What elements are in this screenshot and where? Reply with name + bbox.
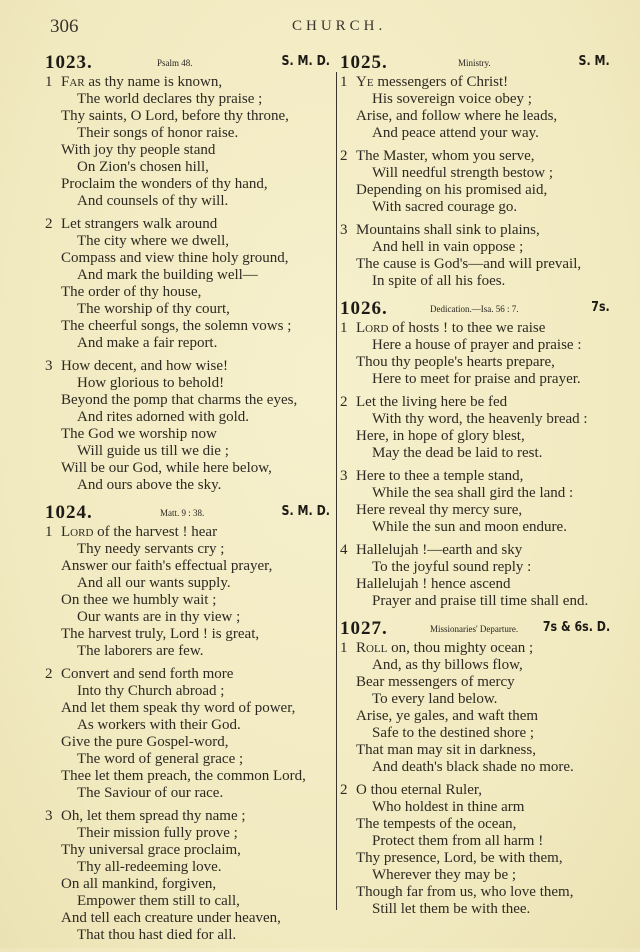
verse-text: Answer our faith's effectual prayer, (61, 558, 273, 574)
verse-line (340, 674, 610, 691)
verse-line (45, 267, 330, 284)
verse-text: Thy presence, Lord, be with them, (356, 850, 563, 866)
verse-line (340, 273, 610, 290)
verse-line (45, 859, 330, 876)
stanza (340, 148, 610, 216)
verse-text: Here to thee a temple stand, (356, 468, 524, 484)
verse-line (340, 108, 610, 125)
right-column (340, 52, 610, 926)
verse-line (45, 575, 330, 592)
verse-line (45, 250, 330, 267)
hymn-header (340, 52, 610, 74)
verse-text: His sovereign voice obey ; (372, 91, 532, 107)
verse-line (340, 337, 610, 354)
verse-text: The cause is God's—and will prevail, (356, 256, 582, 272)
verse-line (340, 468, 610, 485)
verse-text: messengers of Christ! (373, 74, 509, 90)
stanzas (340, 74, 610, 290)
verse-line (340, 799, 610, 816)
verse-line (45, 284, 330, 301)
hymn-meter: S. M. (578, 54, 610, 69)
page-header (0, 14, 640, 38)
verse-line (340, 725, 610, 742)
verse-line (45, 808, 330, 825)
verse-text: As workers with their God. (77, 717, 241, 733)
verse-line (45, 176, 330, 193)
verse-line (340, 519, 610, 536)
hymn (45, 52, 330, 494)
verse-line (340, 371, 610, 388)
verse-text: And all our wants supply. (77, 575, 231, 591)
hymn-meter: 7s & 6s. D. (542, 620, 610, 635)
verse-text: Their mission fully prove ; (77, 825, 238, 841)
verse-line (340, 640, 610, 657)
verse-line (45, 683, 330, 700)
verse-text: Thee let them preach, the common Lord, (61, 768, 306, 784)
verse-line (340, 691, 610, 708)
stanza (45, 808, 330, 944)
verse-line (340, 428, 610, 445)
stanza-number: 3 (340, 222, 348, 238)
verse-line (340, 354, 610, 371)
hymn-topic: Ministry. (458, 58, 491, 68)
running-head: CHURCH. (292, 18, 387, 34)
verse-text: The harvest truly, Lord ! is great, (61, 626, 260, 642)
verse-line (340, 199, 610, 216)
first-word-small-caps: Lord (61, 524, 94, 540)
verse-text: as thy name is known, (84, 74, 223, 90)
verse-line (340, 445, 610, 462)
page-number: 306 (50, 16, 79, 37)
verse-text: Though far from us, who love them, (356, 884, 574, 900)
verse-line (45, 700, 330, 717)
verse-text: The Saviour of our race. (77, 785, 224, 801)
verse-line (45, 159, 330, 176)
verse-text: Arise, and follow where he leads, (356, 108, 558, 124)
hymn (340, 298, 610, 610)
verse-line (45, 524, 330, 541)
hymn-topic: Psalm 48. (157, 58, 193, 68)
verse-text: Our wants are in thy view ; (77, 609, 241, 625)
verse-text: Oh, let them spread thy name ; (61, 808, 246, 824)
verse-text: Compass and view thine holy ground, (61, 250, 289, 266)
verse-line (45, 558, 330, 575)
first-word-small-caps: Ye (356, 74, 374, 90)
verse-text: While the sea shall gird the land : (372, 485, 574, 501)
verse-text: Let strangers walk around (61, 216, 218, 232)
verse-text: On Zion's chosen hill, (77, 159, 209, 175)
first-word-small-caps: Roll (356, 640, 388, 656)
verse-text: Let the living here be fed (356, 394, 508, 410)
verse-text: And mark the building well— (77, 267, 258, 283)
verse-line (340, 502, 610, 519)
hymn-header (45, 502, 330, 524)
hymn-meter: S. M. D. (281, 54, 330, 69)
verse-line (340, 394, 610, 411)
verse-line (45, 301, 330, 318)
verse-line (340, 884, 610, 901)
verse-line (340, 239, 610, 256)
verse-text: of hosts ! to thee we raise (388, 320, 546, 336)
stanza (340, 782, 610, 918)
verse-line (340, 125, 610, 142)
verse-line (340, 742, 610, 759)
verse-text: Depending on his promised aid, (356, 182, 548, 198)
stanza (45, 524, 330, 660)
verse-line (45, 768, 330, 785)
verse-text: Thy universal grace proclaim, (61, 842, 241, 858)
verse-line (340, 91, 610, 108)
stanza-number: 2 (45, 216, 53, 232)
verse-line (45, 335, 330, 352)
verse-text: With thy word, the heavenly bread : (372, 411, 588, 427)
verse-text: Thou thy people's hearts prepare, (356, 354, 555, 370)
left-column (45, 52, 330, 952)
verse-text: Thy saints, O Lord, before thy throne, (61, 108, 289, 124)
stanza (45, 216, 330, 352)
verse-text: Proclaim the wonders of thy hand, (61, 176, 268, 192)
verse-text: And make a fair report. (77, 335, 218, 351)
verse-text: Beyond the pomp that charms the eyes, (61, 392, 298, 408)
verse-text: On all mankind, forgiven, (61, 876, 217, 892)
verse-text: While the sun and moon endure. (372, 519, 567, 535)
stanza (45, 74, 330, 210)
stanzas (45, 74, 330, 494)
stanza (340, 468, 610, 536)
verse-text: Into thy Church abroad ; (77, 683, 225, 699)
verse-line (45, 626, 330, 643)
stanzas (340, 640, 610, 918)
verse-text: Thy needy servants cry ; (77, 541, 225, 557)
verse-text: To the joyful sound reply : (372, 559, 532, 575)
column-divider (336, 72, 337, 910)
verse-line (45, 541, 330, 558)
hymn-number: 1023. (45, 52, 93, 73)
verse-text: The Master, whom you serve, (356, 148, 535, 164)
verse-line (45, 392, 330, 409)
verse-text: Mountains shall sink to plains, (356, 222, 540, 238)
stanza (340, 320, 610, 388)
verse-text: And peace attend your way. (372, 125, 539, 141)
verse-line (340, 657, 610, 674)
verse-line (45, 825, 330, 842)
stanza (340, 222, 610, 290)
hymn (45, 502, 330, 944)
verse-line (45, 358, 330, 375)
verse-text: And ours above the sky. (77, 477, 222, 493)
hymn-number: 1025. (340, 52, 388, 73)
verse-text: And, as thy billows flow, (372, 657, 523, 673)
verse-text: On thee we humbly wait ; (61, 592, 217, 608)
verse-line (45, 910, 330, 927)
verse-line (340, 576, 610, 593)
verse-line (340, 782, 610, 799)
verse-line (45, 233, 330, 250)
verse-line (45, 751, 330, 768)
verse-text: O thou eternal Ruler, (356, 782, 483, 798)
stanza (340, 640, 610, 776)
verse-text: Will needful strength bestow ; (372, 165, 554, 181)
stanza-number: 3 (45, 358, 53, 374)
hymn-meter: 7s. (591, 300, 610, 315)
verse-text: That man may sit in darkness, (356, 742, 536, 758)
stanza-number: 4 (340, 542, 348, 558)
verse-line (45, 717, 330, 734)
verse-text: The laborers are few. (77, 643, 204, 659)
verse-line (45, 643, 330, 660)
hymn (340, 52, 610, 290)
stanza (45, 666, 330, 802)
verse-line (340, 867, 610, 884)
verse-text: Here, in hope of glory blest, (356, 428, 525, 444)
verse-line (340, 222, 610, 239)
verse-line (340, 148, 610, 165)
verse-line (340, 485, 610, 502)
stanza-number: 2 (340, 394, 348, 410)
verse-text: How decent, and how wise! (61, 358, 229, 374)
verse-text: Here reveal thy mercy sure, (356, 502, 523, 518)
verse-text: And let them speak thy word of power, (61, 700, 296, 716)
verse-text: Thy all-redeeming love. (77, 859, 222, 875)
verse-text: of the harvest ! hear (93, 524, 218, 540)
verse-line (45, 876, 330, 893)
verse-text: Give the pure Gospel-word, (61, 734, 229, 750)
verse-line (45, 125, 330, 142)
stanza (340, 394, 610, 462)
verse-line (45, 74, 330, 91)
verse-line (340, 833, 610, 850)
verse-line (45, 842, 330, 859)
verse-line (45, 216, 330, 233)
stanzas (45, 524, 330, 944)
verse-text: The cheerful songs, the solemn vows ; (61, 318, 292, 334)
verse-line (45, 318, 330, 335)
first-word-small-caps: Far (61, 74, 85, 90)
verse-line (45, 91, 330, 108)
verse-line (340, 850, 610, 867)
verse-text: To every land below. (372, 691, 498, 707)
verse-text: Protect them from all harm ! (372, 833, 544, 849)
verse-text: Hallelujah ! hence ascend (356, 576, 511, 592)
verse-line (340, 759, 610, 776)
hymn-number: 1026. (340, 298, 388, 319)
verse-text: May the dead be laid to rest. (372, 445, 543, 461)
stanza (340, 542, 610, 610)
verse-text: Still let them be with thee. (372, 901, 531, 917)
stanza-number: 2 (340, 782, 348, 798)
stanza-number: 1 (340, 74, 348, 90)
stanza-number: 1 (340, 640, 348, 656)
verse-text: That thou hast died for all. (77, 927, 237, 943)
verse-text: In spite of all his foes. (372, 273, 506, 289)
verse-line (45, 893, 330, 910)
stanzas (340, 320, 610, 610)
verse-text: The world declares thy praise ; (77, 91, 263, 107)
verse-line (340, 593, 610, 610)
verse-line (340, 182, 610, 199)
verse-line (45, 785, 330, 802)
verse-line (45, 409, 330, 426)
hymn-number: 1027. (340, 618, 388, 639)
verse-line (45, 108, 330, 125)
verse-line (45, 609, 330, 626)
verse-text: on, thou mighty ocean ; (387, 640, 534, 656)
verse-line (45, 460, 330, 477)
stanza-number: 1 (45, 524, 53, 540)
verse-text: How glorious to behold! (77, 375, 225, 391)
verse-text: Who holdest in thine arm (372, 799, 525, 815)
verse-line (45, 734, 330, 751)
verse-text: The worship of thy court, (77, 301, 230, 317)
verse-text: And counsels of thy will. (77, 193, 229, 209)
stanza-number: 2 (340, 148, 348, 164)
verse-text: Prayer and praise till time shall end. (372, 593, 589, 609)
verse-text: The city where we dwell, (77, 233, 230, 249)
verse-text: Will be our God, while here below, (61, 460, 272, 476)
verse-text: With joy thy people stand (61, 142, 216, 158)
verse-text: Their songs of honor raise. (77, 125, 239, 141)
verse-line (340, 816, 610, 833)
verse-line (45, 142, 330, 159)
verse-line (340, 320, 610, 337)
verse-text: Here to meet for praise and prayer. (372, 371, 581, 387)
hymn-topic: Missionaries' Departure. (430, 624, 519, 634)
verse-text: Bear messengers of mercy (356, 674, 515, 690)
hymn-topic: Dedication.—Isa. 56 : 7. (430, 304, 519, 314)
verse-text: Will guide us till we die ; (77, 443, 229, 459)
verse-text: And hell in vain oppose ; (372, 239, 524, 255)
verse-text: Convert and send forth more (61, 666, 234, 682)
stanza-number: 3 (340, 468, 348, 484)
verse-text: And rites adorned with gold. (77, 409, 250, 425)
verse-text: The word of general grace ; (77, 751, 244, 767)
verse-line (340, 256, 610, 273)
verse-text: Empower them still to call, (77, 893, 240, 909)
verse-line (340, 901, 610, 918)
stanza (45, 358, 330, 494)
verse-text: Safe to the destined shore ; (372, 725, 535, 741)
verse-line (340, 708, 610, 725)
hymn-number: 1024. (45, 502, 93, 523)
verse-text: Hallelujah !—earth and sky (356, 542, 523, 558)
verse-text: And tell each creature under heaven, (61, 910, 281, 926)
verse-line (340, 411, 610, 428)
stanza-number: 1 (340, 320, 348, 336)
verse-line (340, 559, 610, 576)
stanza-number: 1 (45, 74, 53, 90)
verse-line (45, 443, 330, 460)
verse-line (340, 165, 610, 182)
stanza-number: 2 (45, 666, 53, 682)
stanza-number: 3 (45, 808, 53, 824)
verse-text: The God we worship now (61, 426, 217, 442)
verse-line (45, 426, 330, 443)
verse-line (45, 666, 330, 683)
verse-text: And death's black shade no more. (372, 759, 574, 775)
verse-text: The order of thy house, (61, 284, 202, 300)
verse-line (45, 927, 330, 944)
hymn-topic: Matt. 9 : 38. (160, 508, 205, 518)
verse-text: Wherever they may be ; (372, 867, 517, 883)
verse-text: With sacred courage go. (372, 199, 518, 215)
hymn-meter: S. M. D. (281, 504, 330, 519)
verse-text: The tempests of the ocean, (356, 816, 517, 832)
hymn-header (45, 52, 330, 74)
hymn-header (340, 618, 610, 640)
verse-line (45, 592, 330, 609)
first-word-small-caps: Lord (356, 320, 389, 336)
verse-text: Here a house of prayer and praise : (372, 337, 582, 353)
hymn-header (340, 298, 610, 320)
verse-line (340, 74, 610, 91)
hymn (340, 618, 610, 918)
verse-text: Arise, ye gales, and waft them (356, 708, 539, 724)
verse-line (340, 542, 610, 559)
verse-line (45, 375, 330, 392)
stanza (340, 74, 610, 142)
verse-line (45, 193, 330, 210)
verse-line (45, 477, 330, 494)
